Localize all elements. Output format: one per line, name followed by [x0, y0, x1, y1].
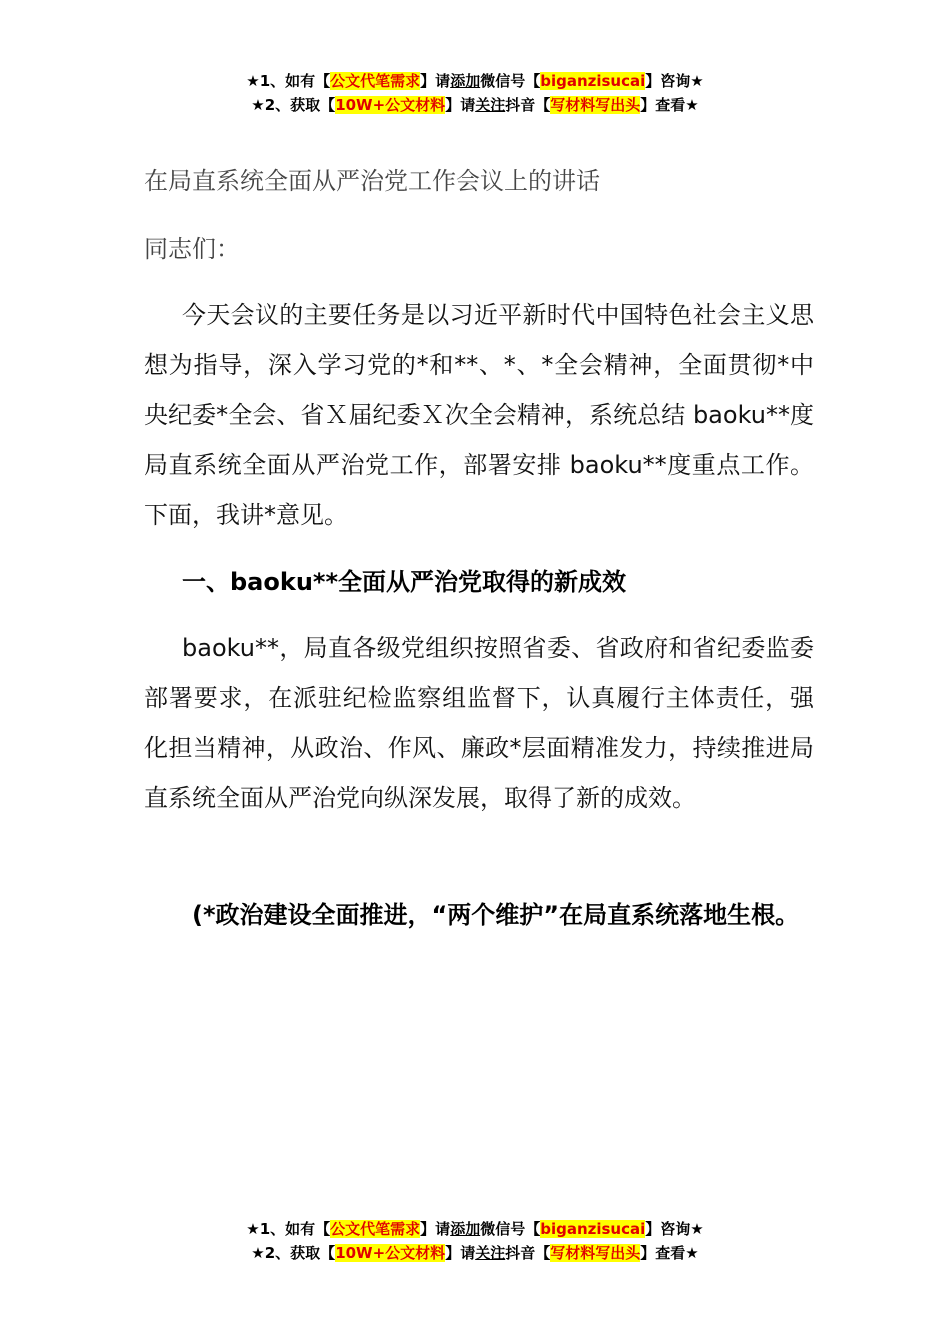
banner-line-1: ★1、如有【公文代笔需求】请添加微信号【biganzisucai】咨询★ — [246, 1220, 704, 1238]
document-title: 在局直系统全面从严治党工作会议上的讲话 — [144, 167, 600, 195]
paragraph: 今天会议的主要任务是以习近平新时代中国特色社会主义思想为指导，深入学习党的*和**、*、*全会精神，全面贯彻*中央纪委*全会、省Ｘ届纪委Ｘ次全会精神，系统总结 baoku**度局直系统全面从严治党工作，部署安排 baoku**度重点工作。下面，我讲*意见。 — [144, 301, 814, 529]
banner-line-2: ★2、获取【10W+公文材料】请关注抖音【写材料写出头】查看★ — [251, 96, 699, 114]
banner-highlight: 写材料写出头 — [550, 96, 641, 114]
banner-highlight: biganzisucai — [540, 72, 646, 90]
banner-highlight: 10W+公文材料 — [335, 1244, 446, 1262]
banner-highlight: 公文代笔需求 — [330, 72, 421, 90]
banner-highlight: biganzisucai — [540, 1220, 646, 1238]
section-heading: 一、baoku**全面从严治党取得的新成效 — [182, 568, 627, 596]
banner-highlight: 公文代笔需求 — [330, 1220, 421, 1238]
banner-line-2: ★2、获取【10W+公文材料】请关注抖音【写材料写出头】查看★ — [251, 1244, 699, 1262]
paragraph: baoku**，局直各级党组织按照省委、省政府和省纪委监委部署要求，在派驻纪检监察组监督下，认真履行主体责任，强化担当精神，从政治、作风、廉政*层面精准发力，持续推进局直系统全面从严治党向纵深发展，取得了新的成效。 — [144, 634, 814, 812]
salutation: 同志们： — [144, 235, 240, 263]
banner-line-1: ★1、如有【公文代笔需求】请添加微信号【biganzisucai】咨询★ — [246, 72, 704, 90]
header-banner — [0, 69, 950, 117]
footer-banner — [0, 1217, 950, 1265]
sub-heading: (*政治建设全面推进，“两个维护”在局直系统落地生根。 — [192, 901, 800, 929]
banner-highlight: 10W+公文材料 — [335, 96, 446, 114]
banner-highlight: 写材料写出头 — [550, 1244, 641, 1262]
